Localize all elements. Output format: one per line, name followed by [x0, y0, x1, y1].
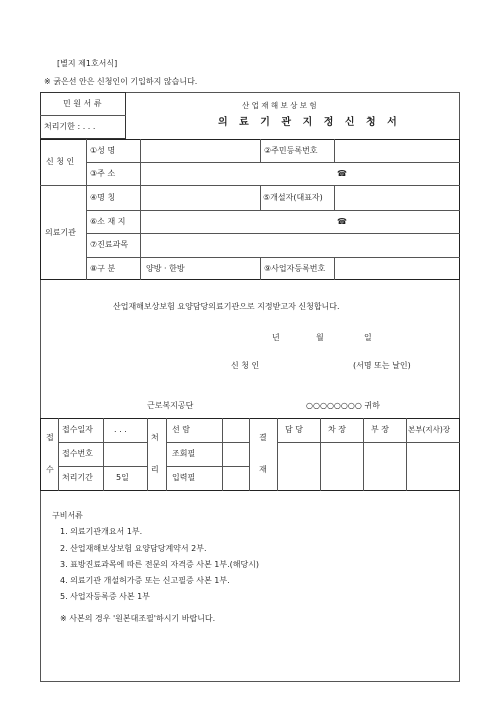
deadline-label: 처리기한 : . . . [44, 122, 96, 131]
input-label: 입력필 [172, 473, 196, 482]
agency-name: 근로복지공단 [147, 401, 194, 410]
applicant-sign-label: 신 청 인 [231, 361, 260, 370]
date-day: 일 [364, 333, 372, 342]
attachment-item: 5. 사업자등록증 사본 1부 [60, 592, 150, 601]
process-label-2: 리 [151, 465, 159, 474]
institution-name-label: ④명 칭 [90, 193, 116, 202]
institution-location-label: ⑥소 재 지 [90, 217, 126, 226]
civil-doc-label: 민 원 서 류 [63, 99, 102, 108]
reception-label-2: 수 [46, 465, 54, 474]
attachment-item: 1. 의료기관개요서 1부. [60, 527, 143, 536]
attachments-title: 구비서류 [52, 511, 83, 520]
application-statement: 산업재해보상보험 요양담당의료기관으로 지정받고자 신청합니다. [113, 302, 340, 311]
date-year: 년 [272, 333, 280, 342]
officer-label: 담 당 [285, 425, 303, 434]
form-title: 의 료 기 관 지 정 신 청 서 [218, 117, 401, 128]
attachment-item: 2. 산업재해보상보험 요양담당계약서 2부. [60, 544, 207, 553]
process-label-1: 처 [151, 433, 159, 442]
notice-text: ※ 굵은선 안은 신청인이 기입하지 않습니다. [44, 77, 198, 86]
head-label: 본부(지사)장 [408, 425, 451, 434]
applicant-address-label: ③주 소 [90, 169, 116, 178]
check-label: 조회필 [172, 449, 196, 458]
sign-instruction: (서명 또는 날인) [353, 361, 411, 370]
institution-section-label: 의료기관 [45, 228, 76, 237]
recipient-label: ○○○○○○○○ 귀하 [306, 401, 380, 410]
institution-departments-label: ⑦진료과목 [90, 240, 129, 249]
reception-date-value: . . . [114, 425, 127, 434]
attachment-note: ※ 사본의 경우 '원본대조필'하시기 바랍니다. [60, 614, 216, 623]
applicant-phone-icon: ☎ [337, 169, 347, 178]
reception-number-label: 접수번호 [62, 449, 93, 458]
approval-label-2: 재 [259, 465, 267, 474]
attachment-item: 3. 표방진료과목에 따른 전문의 자격증 사본 1부.(해당시) [60, 560, 260, 569]
applicant-name-label: ①성 명 [90, 146, 116, 155]
attachment-item: 4. 의료기관 개설허가증 또는 신고필증 사본 1부. [60, 576, 230, 585]
reception-label-1: 접 [46, 433, 54, 442]
date-month: 월 [316, 333, 324, 342]
reception-date-label: 접수일자 [62, 425, 93, 434]
view-label: 선 람 [172, 425, 190, 434]
manager-label: 차 장 [328, 425, 346, 434]
institution-phone-icon: ☎ [337, 217, 347, 226]
law-label: 산 업 재 해 보 상 보 험 [242, 101, 317, 110]
applicant-section-label: 신 청 인 [46, 157, 75, 166]
director-label: 부 장 [371, 425, 389, 434]
institution-type-value: 양방 · 한방 [146, 264, 185, 273]
institution-founder-label: ⑤개설자(대표자) [263, 193, 323, 202]
institution-type-label: ⑧구 분 [90, 264, 116, 273]
applicant-regno-label: ②주민등록번호 [264, 146, 318, 155]
approval-label-1: 결 [259, 433, 267, 442]
form-number: [별지 제1호서식] [57, 59, 118, 68]
processing-period-label: 처리기간 [62, 473, 93, 482]
processing-period-value: 5일 [116, 473, 129, 482]
institution-business-reg-label: ⑨사업자등록번호 [264, 264, 326, 273]
